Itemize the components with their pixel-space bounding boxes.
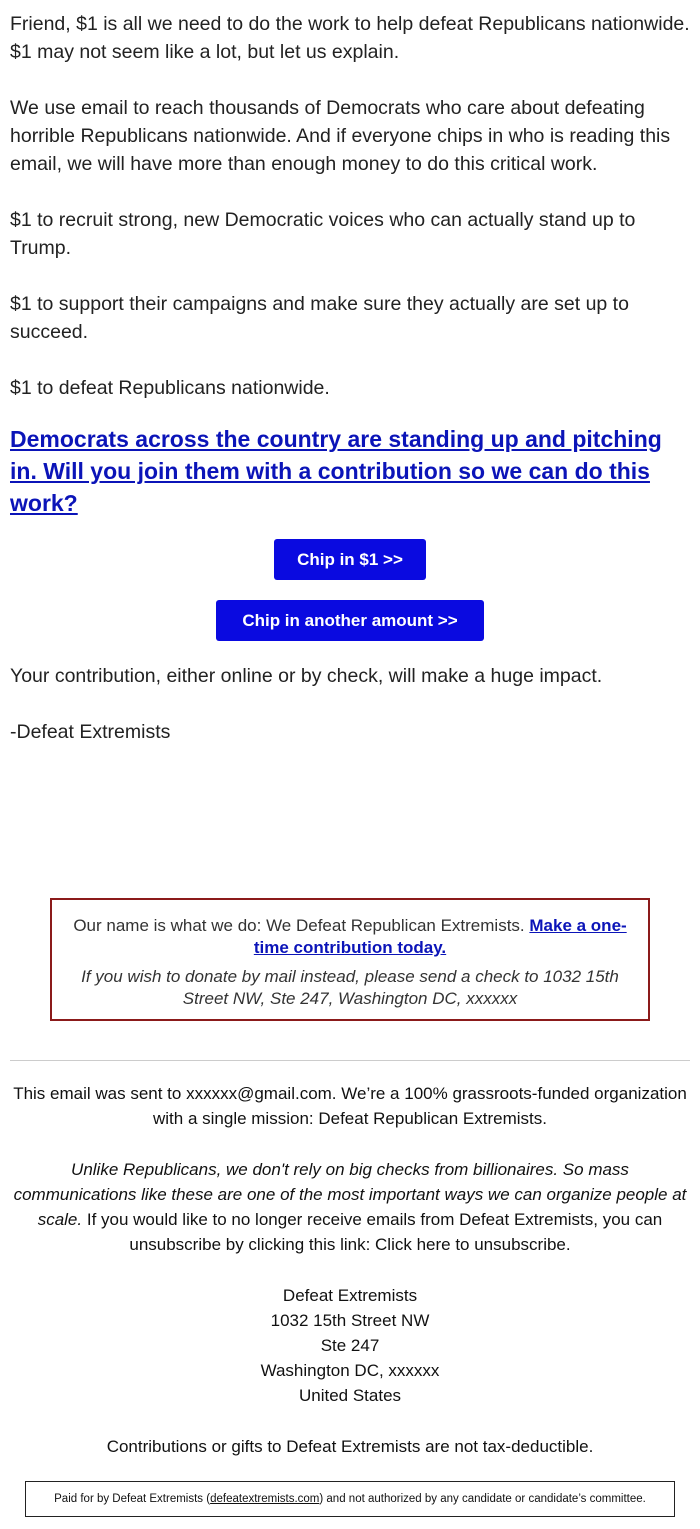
grassroots-note: Unlike Republicans, we don't rely on big checks from billionaires. So mass communications like these are one of the most important ways we can organize people at scale. xyxy=(13,1160,687,1229)
mail-donation-note: If you wish to donate by mail instead, please send a check to 1032 15th Street NW, Ste 247, Washington DC, xxxxxx xyxy=(81,967,619,1008)
address-suite: Ste 247 xyxy=(320,1336,380,1355)
footer-divider xyxy=(10,1060,690,1061)
paid-for-disclaimer xyxy=(25,1481,675,1517)
chip-in-one-dollar-button[interactable]: Chip in $1 >> xyxy=(274,539,426,580)
website-link[interactable]: defeatextremists.com xyxy=(210,1493,320,1505)
callout-text: Our name is what we do: We Defeat Republican Extremists. xyxy=(73,916,525,935)
unsubscribe-paragraph xyxy=(10,1157,690,1257)
tax-deductible-note: Contributions or gifts to Defeat Extremists are not tax-deductible. xyxy=(106,1437,594,1456)
contribution-headline-link[interactable]: Democrats across the country are standing up and pitching in. Will you join them with a contribution so we can do this work? xyxy=(10,426,662,516)
impact-paragraph: Your contribution, either online or by check, will make a huge impact. xyxy=(10,665,603,687)
paid-for-prefix: Paid for by Defeat Extremists ( xyxy=(54,1493,211,1505)
unsubscribe-text[interactable]: If you would like to no longer receive emails from Defeat Extremists, you can unsubscribe by clicking this link: Click here to unsubscribe. xyxy=(82,1210,663,1254)
defeat-paragraph: $1 to defeat Republicans nationwide. xyxy=(10,377,330,399)
donation-callout-box xyxy=(50,898,650,1021)
signature: -Defeat Extremists xyxy=(10,721,171,743)
address-street: 1032 15th Street NW xyxy=(270,1311,430,1330)
chip-in-another-amount-button[interactable]: Chip in another amount >> xyxy=(216,600,484,641)
paid-for-suffix: ) and not authorized by any candidate or candidate’s committee. xyxy=(319,1493,646,1505)
address-name: Defeat Extremists xyxy=(282,1286,418,1305)
callout-text-line xyxy=(72,915,628,959)
support-paragraph: $1 to support their campaigns and make sure they actually are set up to succeed. xyxy=(10,293,629,343)
address-country: United States xyxy=(298,1386,402,1405)
intro-paragraph: Friend, $1 is all we need to do the work to help defeat Republicans nationwide. $1 may not seem like a lot, but let us explain. xyxy=(10,13,690,63)
one-time-contribution-link[interactable]: Make a one-time contribution today. xyxy=(253,916,627,957)
email-reach-paragraph: We use email to reach thousands of Democrats who care about defeating horrible Republicans nationwide. And if everyone chips in who is reading this email, we will have more than enough money to do this critical work. xyxy=(10,97,671,175)
address-city: Washington DC, xxxxxx xyxy=(260,1361,440,1380)
sent-to-notice: This email was sent to xxxxxx@gmail.com. We’re a 100% grassroots-funded organization with a single mission: Defeat Republican Extremists. xyxy=(13,1084,687,1128)
recruit-paragraph: $1 to recruit strong, new Democratic voices who can actually stand up to Trump. xyxy=(10,209,636,259)
